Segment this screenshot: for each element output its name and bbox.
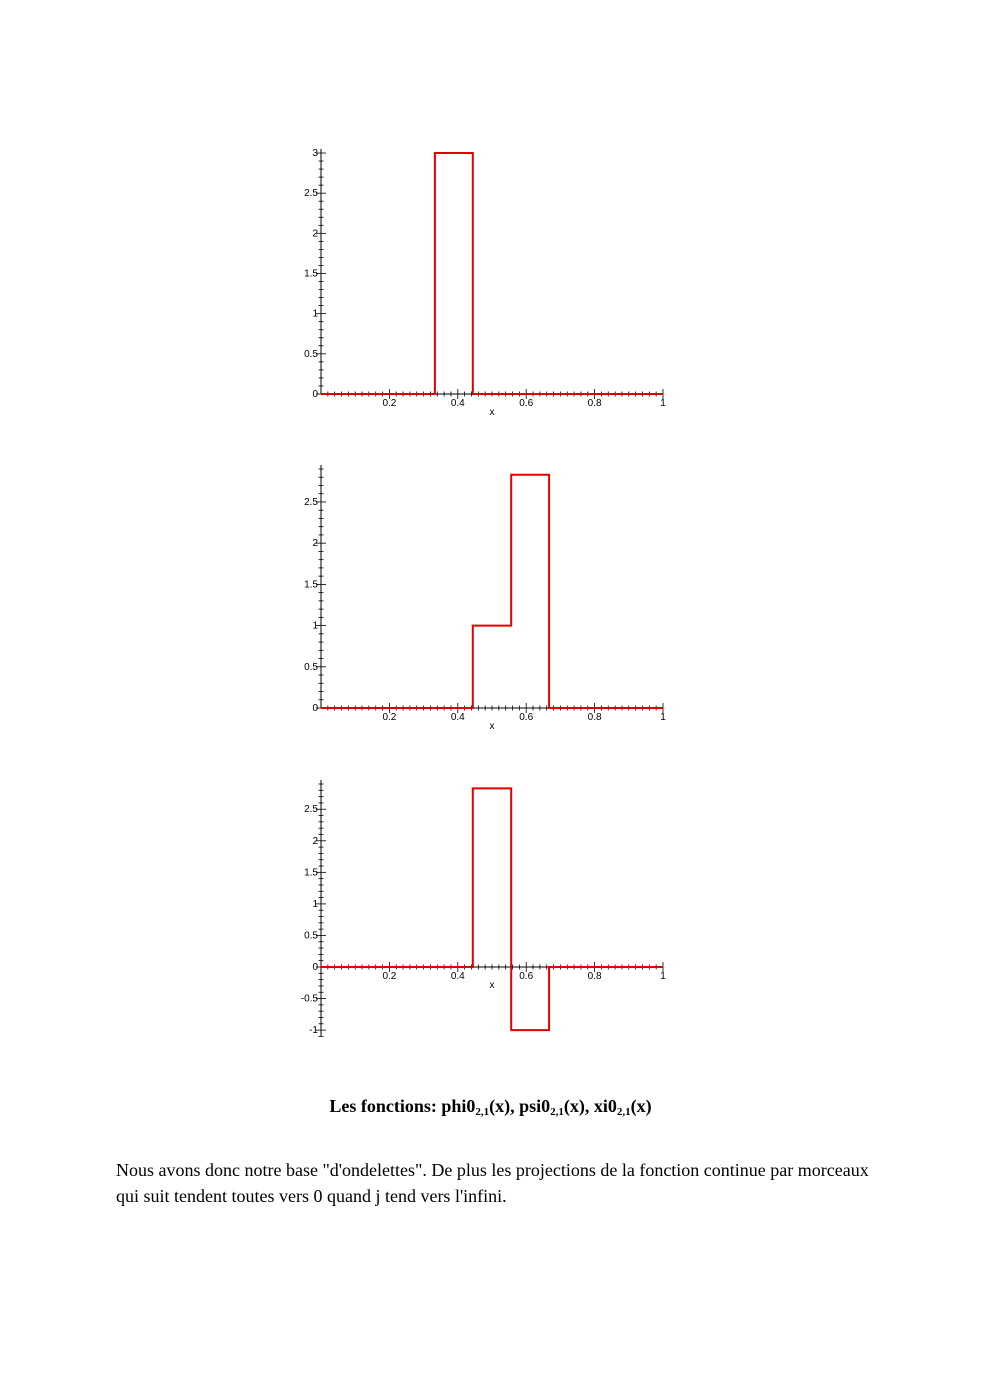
y-tick-label: 2.5 [304, 496, 318, 508]
y-tick-label: -1 [309, 1025, 318, 1037]
x-tick-label: 1 [660, 398, 666, 409]
x-tick-label: 1 [660, 712, 666, 723]
chart-xi [290, 772, 680, 1040]
x-tick-label: 1 [660, 971, 666, 982]
x-tick-label: 0.4 [450, 971, 465, 982]
y-tick-label: 2.5 [304, 804, 318, 816]
chart-phi [290, 138, 680, 420]
plot-xi [290, 772, 680, 1040]
x-tick-label: 0.4 [450, 398, 465, 409]
y-tick-label: 2 [312, 538, 318, 550]
y-tick-label: 1.5 [304, 268, 318, 280]
x-axis-label: x [489, 407, 495, 418]
x-tick-label: 0.8 [587, 398, 602, 409]
x-tick-label: 0.2 [382, 712, 397, 723]
figure-caption: Les fonctions: $phi0_{2,1}(x)$, $psi0_{2,1}(x)$, $xi0_{2,1}(x)$ [329, 1096, 652, 1118]
y-tick-label: 0 [312, 389, 318, 400]
x-tick-label: 0.6 [519, 398, 534, 409]
x-tick-label: 0.2 [382, 398, 397, 409]
y-tick-label: 2.5 [304, 188, 318, 200]
x-tick-label: 0.4 [450, 712, 465, 723]
y-tick-label: 2 [312, 228, 318, 240]
series-line-xi [321, 788, 663, 1030]
y-tick-label: 1 [312, 308, 318, 320]
x-axis-label: x [489, 721, 495, 732]
y-tick-label: 1 [312, 620, 318, 632]
y-tick-label: 0.5 [304, 930, 318, 942]
body-paragraph: Nous avons donc notre base "d'ondelettes". De plus les projections de la fonction continue par morceaux qui suit tendent toutes vers 0 quand j tend vers l'infini. [116, 1160, 869, 1206]
x-axis-label: x [489, 980, 495, 991]
y-tick-label: 0.5 [304, 348, 318, 360]
plot-phi [290, 138, 680, 420]
y-tick-label: 1.5 [304, 579, 318, 591]
series-line-phi [321, 153, 663, 394]
y-tick-label: 0 [312, 962, 318, 973]
x-tick-label: 0.2 [382, 971, 397, 982]
y-tick-label: 3 [312, 148, 318, 159]
x-tick-label: 0.6 [519, 971, 534, 982]
x-tick-label: 0.8 [587, 712, 602, 723]
y-tick-label: 1 [312, 898, 318, 910]
y-tick-label: 1.5 [304, 867, 318, 879]
y-tick-label: 0.5 [304, 661, 318, 673]
x-tick-label: 0.8 [587, 971, 602, 982]
plot-psi [290, 456, 680, 736]
x-tick-label: 0.6 [519, 712, 534, 723]
y-tick-label: -0.5 [300, 993, 318, 1005]
chart-psi [290, 456, 680, 736]
series-line-psi [321, 475, 663, 708]
y-tick-label: 0 [312, 703, 318, 714]
y-tick-label: 2 [312, 835, 318, 847]
